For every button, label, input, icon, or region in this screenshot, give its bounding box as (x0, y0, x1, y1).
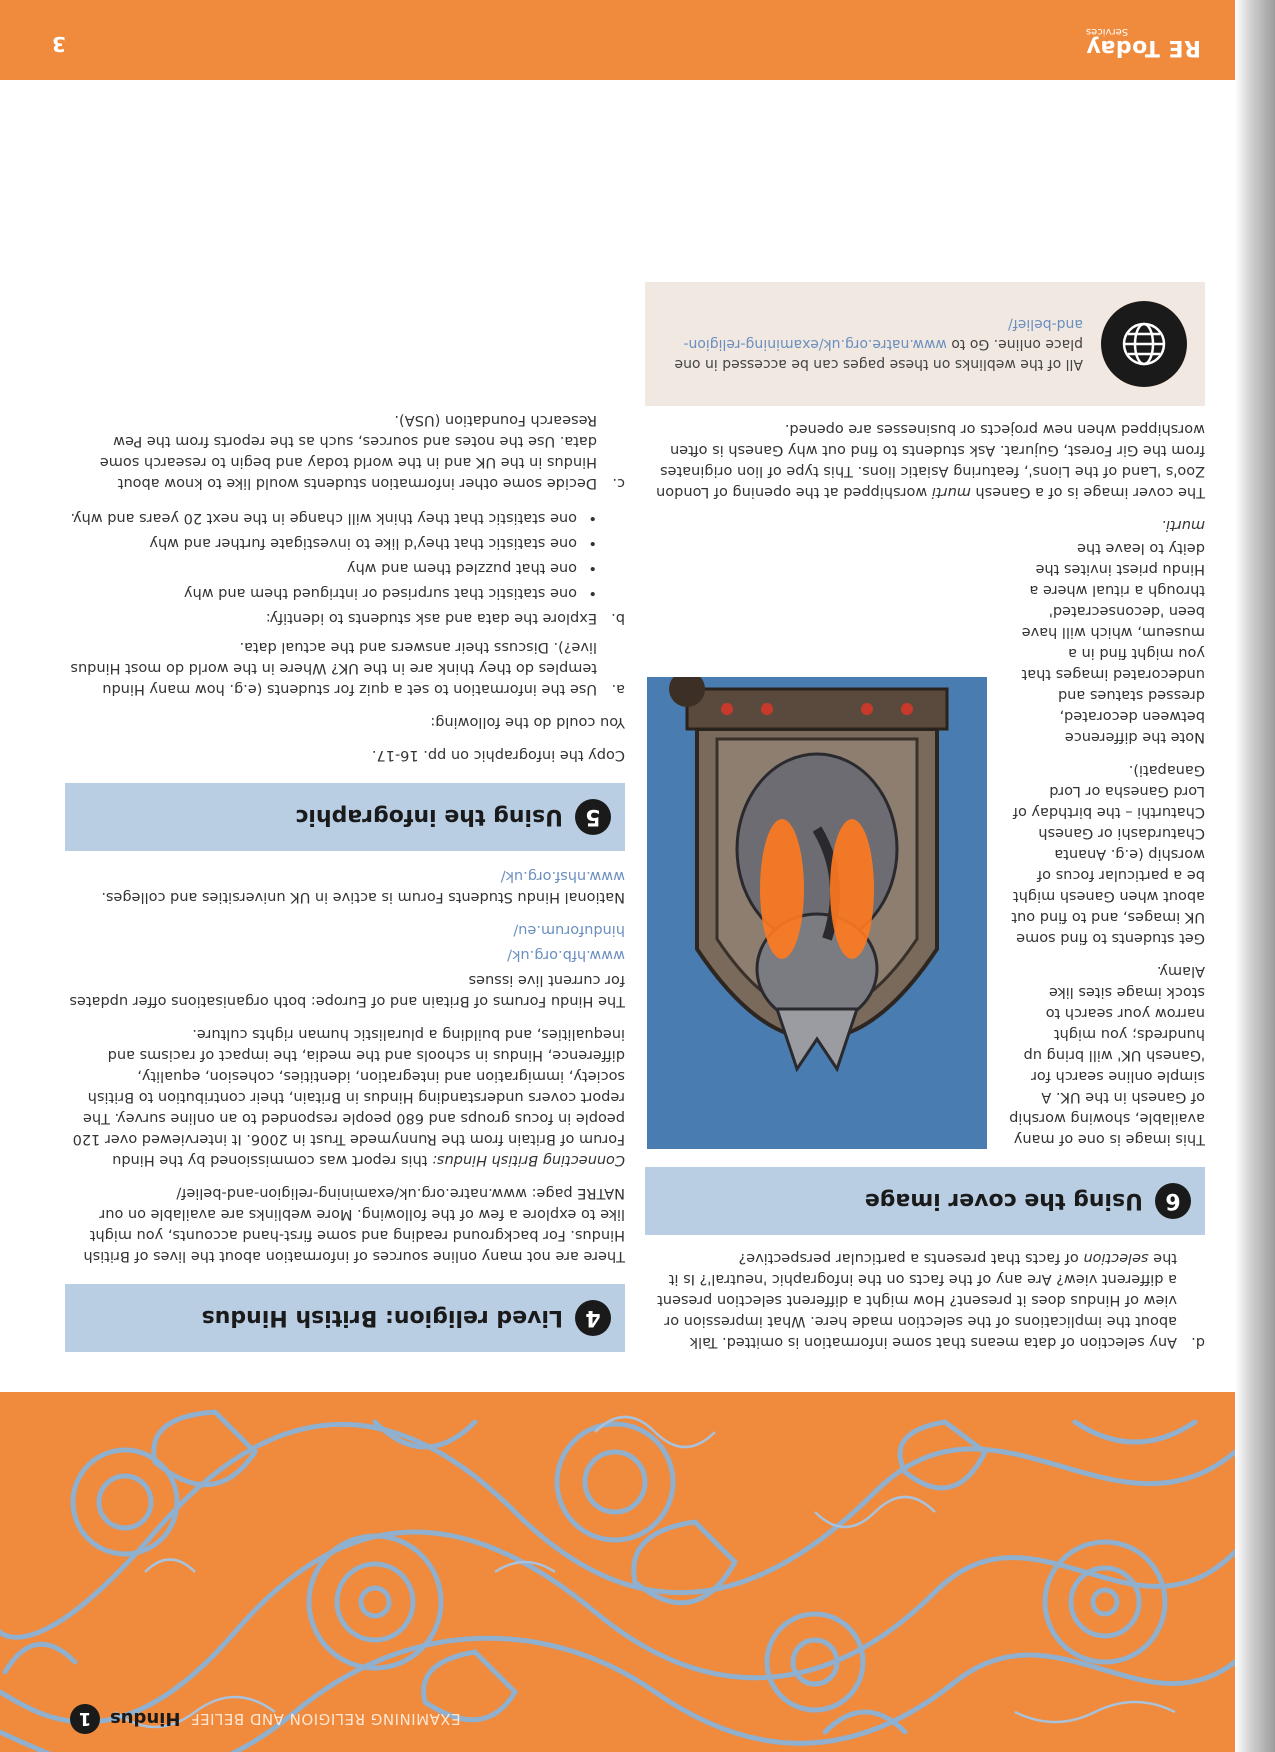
paragraph: The cover image is of a Ganesh murti worshipped at the opening of London Zoo's 'Land of the Lions', featuring Asiatic lions. This type of lion originates from the Gir Forest, Gujurat. Ask students to find out why Ganesh is often worshipped when new projects or businesses are opened. (656, 421, 1205, 500)
section-heading-6 (645, 1167, 1205, 1235)
weblink-nhsf[interactable]: www.nhsf.org.uk/ (500, 868, 625, 884)
series-label: EXAMINING RELIGION AND BELIEF (190, 1710, 461, 1728)
series-topic: Hindus (110, 1708, 181, 1730)
bullet-list (70, 507, 597, 603)
infographic-item-d (645, 1247, 1205, 1352)
paragraph: The Hindu Forums of Britain and of Europe: both organisations offer updates for current live issues (69, 972, 625, 1009)
bullet-item: • one statistic that surprised or intrigued them and why (183, 585, 597, 601)
paragraph: This image is one of many available, showing worship of Ganesh in the UK. A simple online search for 'Ganesh UK' will bring up hundreds; you might narrow your search to stock image sites like Alamy. (1009, 963, 1205, 1147)
left-column (645, 282, 1205, 1352)
brand-logo: RE Today Services (1085, 26, 1201, 60)
paisley-pattern (0, 1392, 1235, 1752)
series-label-group (70, 1704, 461, 1734)
section-number-badge: 6 (1155, 1183, 1191, 1219)
weblinks-text: All of the weblinks on these pages can be accessed in one place online. Go to (674, 336, 1083, 372)
weblink-hfb[interactable]: www.hfb.org.uk/ (507, 947, 625, 963)
item-marker: d. (1191, 1334, 1205, 1350)
section-heading-4 (65, 1284, 625, 1352)
weblinks-link[interactable]: www.natre.org.uk/examining-religion-and-belief/ (683, 316, 1083, 352)
decorative-banner (0, 1392, 1235, 1752)
paragraph: Connecting British Hindus: this report was commissioned by the Hindu Forum of Britain from the Runnymede Trust in 2006. It interviewed over 120 people in focus groups and 680 people responded to an online survey. The report covers understanding Hindus in Britain, their contribution to British society, immigration and integration, identities, cohesion, equality, difference, Hindus in schools and the media, the impact of racisms and inequalities, and building a pluralistic human rights culture. (72, 1026, 625, 1168)
section-title: Lived religion: British Hindus (201, 1305, 563, 1331)
weblinks-callout (645, 282, 1205, 406)
cover-image-section (645, 537, 1205, 1149)
bullet-item: • one that puzzled them and why (346, 560, 597, 576)
bullet-item: • one statistic that they think will change in the next 20 years and why. (70, 510, 597, 526)
item-d-text: Any selection of data means that some information is omitted. Talk about the implications of the selection made here. What impression or view of Hindus does it present? How might a different selection present a different view? Are any of the facts on the infographic 'neutral'? Is it the (657, 1250, 1177, 1350)
list-item: b. Explore the data and ask students to identify: • one statistic that surprised or intrigued them and why • one that puzzled them and why • one statistic that they'd like to investigate further and why • one statistic that they think will change in the next 20 years and why. (65, 501, 625, 628)
section-title: Using the cover image (864, 1188, 1143, 1214)
binding-shadow (1235, 0, 1275, 1752)
footer-band (0, 0, 1235, 80)
paragraph: Copy the infographic on pp. 16-17. (371, 747, 625, 763)
ganesh-statue-illustration (647, 677, 987, 1149)
list-item: a. Use the information to set a quiz for students (e.g. how many Hindu temples do they think are in the UK? Where in the world do most Hindus live?). Discuss their answers and the actual data. (70, 639, 625, 697)
weblink-hinduforum[interactable]: hinduforum.eu/ (513, 922, 625, 938)
globe-icon (1101, 301, 1187, 387)
section-title: Using the infographic (295, 804, 563, 830)
series-number-badge: 1 (70, 1704, 100, 1734)
section-number-badge: 4 (575, 1300, 611, 1336)
activity-list (65, 409, 625, 699)
right-column (65, 397, 625, 1352)
paragraph: murti. (1161, 517, 1205, 533)
item-d-text-end: of facts that presents a particular perspective? (738, 1250, 1079, 1266)
bullet-item: • one statistic that they'd like to investigate further and why (149, 535, 597, 551)
paragraph: There are not many online sources of information about the lives of British Hindus. For background reading and some first-hand accounts, you might like to explore a few of the following. More weblinks are available on our NATRE page: www.natre.org.uk/examining-religion-and-belief/ (83, 1185, 625, 1264)
paragraph: You could do the following: (430, 714, 625, 730)
page-number: 3 (52, 32, 66, 56)
paragraph: Note the difference between decorated, dressed statues and undecorated images that you might find in a museum, which will have been 'deconsecrated' through a ritual where a Hindu priest invites the deity to leave the (1021, 540, 1205, 745)
section-number-badge: 5 (575, 799, 611, 835)
section-heading-5 (65, 783, 625, 851)
ganesh-murti-photo (647, 677, 987, 1149)
paragraph: National Hindu Students Forum is active in UK universities and colleges. www.nhsf.org.uk/ (101, 868, 625, 905)
item-d-italic: selection (1083, 1250, 1149, 1266)
paragraph: Get students to find some UK images, and to find out about when Ganesh might be a particular focus of worship (e.g. Ananta Chaturdashi or Ganesh Chaturthi – the birthday of Lord Ganesha or Lord Ganapati). (1011, 762, 1205, 946)
list-item: c. Decide some other information students would like to know about Hindus in the UK and in the world today and begin to research some data. Use the notes and sources, such as the reports from the Pew Research Foundation (USA). (99, 412, 625, 491)
